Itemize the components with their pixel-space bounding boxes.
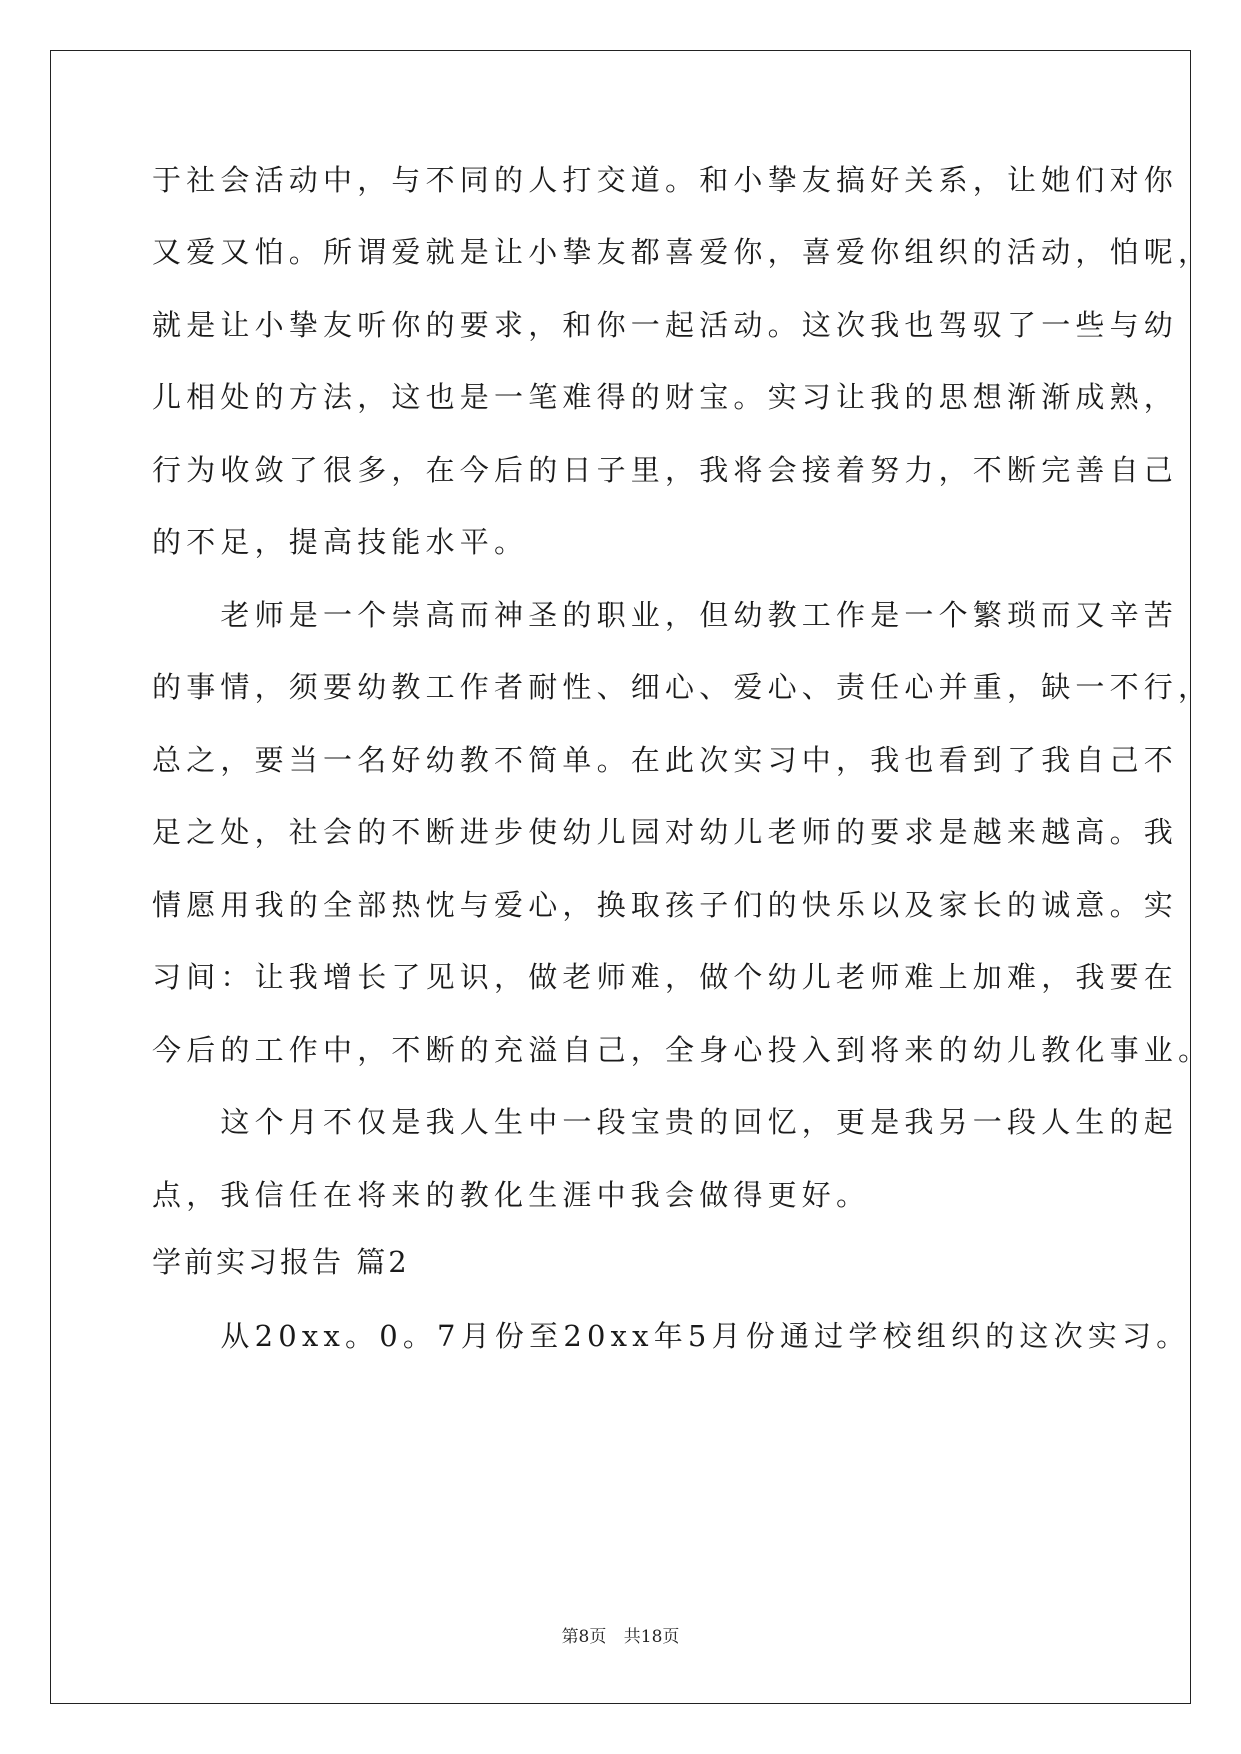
text-line: 习间：让我增长了见识，做老师难，做个幼儿老师难上加难，我要在 [152,960,1179,994]
text-line: 总之，要当一名好幼教不简单。在此次实习中，我也看到了我自己不 [152,743,1179,777]
page-border [50,50,1191,1704]
page-total: 共18页 [623,1627,680,1647]
text-line: 老师是一个崇高而神圣的职业，但幼教工作是一个繁琐而又辛苦 [152,598,1179,632]
text-line: 这个月不仅是我人生中一段宝贵的回忆，更是我另一段人生的起 [152,1105,1179,1139]
text-line: 就是让小挚友听你的要求，和你一起活动。这次我也驾驭了一些与幼 [152,308,1179,342]
page-number: 第8页 [561,1627,607,1647]
section-heading: 学前实习报告 篇2 [152,1245,410,1279]
text-line: 从20xx。0。7月份至20xx年5月份通过学校组织的这次实习。 [152,1319,1191,1353]
text-line: 足之处，社会的不断进步使幼儿园对幼儿老师的要求是越来越高。我 [152,815,1179,849]
text-line: 今后的工作中，不断的充溢自己，全身心投入到将来的幼儿教化事业。 [152,1033,1213,1067]
text-line: 行为收敛了很多，在今后的日子里，我将会接着努力，不断完善自己 [152,453,1179,487]
text-line: 于社会活动中，与不同的人打交道。和小挚友搞好关系，让她们对你 [152,163,1179,197]
text-line: 的不足，提高技能水平。 [152,525,529,559]
text-line: 儿相处的方法，这也是一笔难得的财宝。实习让我的思想渐渐成熟， [152,380,1179,414]
text-line: 点，我信任在将来的教化生涯中我会做得更好。 [152,1178,871,1212]
text-line: 又爱又怕。所谓爱就是让小挚友都喜爱你，喜爱你组织的活动，怕呢， [152,235,1213,269]
page-footer [0,1622,1241,1647]
text-line: 的事情，须要幼教工作者耐性、细心、爱心、责任心并重，缺一不行， [152,670,1213,704]
text-line: 情愿用我的全部热忱与爱心，换取孩子们的快乐以及家长的诚意。实 [152,888,1179,922]
